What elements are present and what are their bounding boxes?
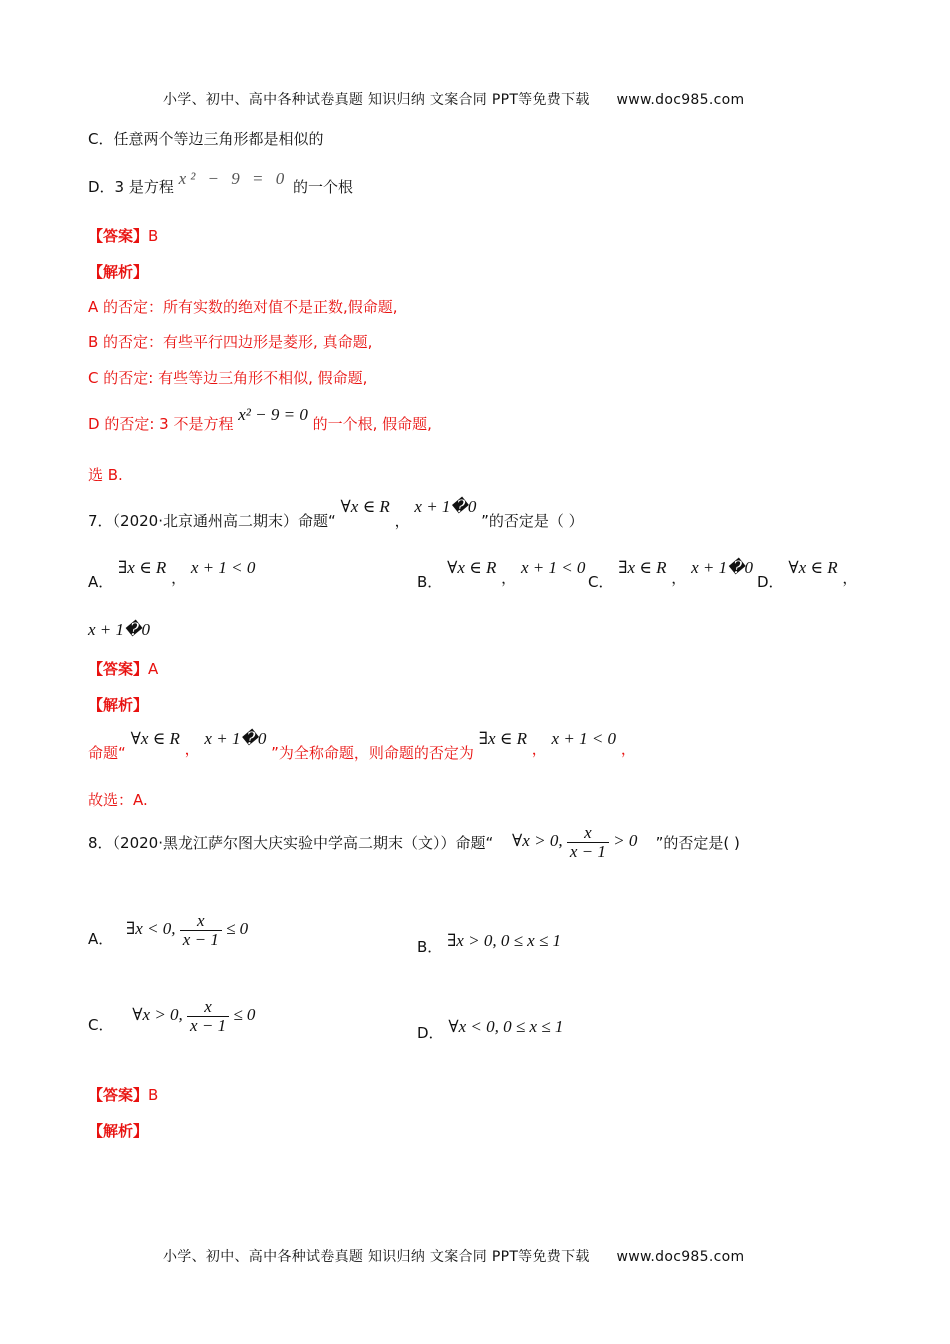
- q6-line-d-prefix: D 的否定: 3 不是方程: [88, 415, 234, 433]
- q8-analysis-label: 【解析】: [88, 1122, 149, 1140]
- q8-option-d: [417, 1016, 564, 1042]
- q7-option-a-math2: x + 1 < 0: [190, 558, 256, 577]
- q8-option-c-label: C．: [88, 1016, 114, 1034]
- q7-option-d-comma: ，: [842, 569, 858, 587]
- q6-analysis-line-a: A 的否定：所有实数的绝对值不是正数,假命题,: [88, 298, 398, 316]
- q7-analysis-label: 【解析】: [88, 696, 149, 714]
- q8-stem-math: [512, 823, 642, 861]
- q7-option-c-label: C．: [588, 573, 614, 591]
- q7-option-b-math1: ∀x ∈ R: [447, 558, 497, 577]
- header-url[interactable]: www.doc985.com: [616, 92, 745, 108]
- q7-analysis-math1: ∀x ∈ R: [130, 729, 180, 748]
- q7-analysis-math4: x + 1 < 0: [551, 729, 617, 748]
- q7-option-a-comma: ，: [171, 569, 187, 587]
- q8-stem-numerator: x: [567, 824, 609, 843]
- q8-option-d-label: D．: [417, 1024, 444, 1042]
- q6-analysis-label: 【解析】: [88, 263, 149, 281]
- q7-analysis-math2: x + 1�0: [204, 729, 267, 748]
- q8-option-c-numerator: x: [187, 998, 229, 1017]
- q7-option-d: [757, 557, 858, 591]
- q7-option-d-math1: ∀x ∈ R: [788, 558, 838, 577]
- q6-analysis-line-b: B 的否定：有些平行四边形是菱形, 真命题,: [88, 333, 373, 351]
- q8-option-a: [88, 912, 248, 949]
- q7-option-b-comma: ，: [501, 569, 517, 587]
- q8-stem-tail: > 0: [613, 831, 638, 851]
- header-text: 小学、初中、高中各种试卷真题 知识归纳 文案合同 PPT等免费下载: [163, 92, 590, 108]
- q6-option-d-prefix: D．3 是方程: [88, 178, 174, 196]
- q8-option-c-denominator: x − 1: [190, 1016, 227, 1035]
- q7-option-b-label: B．: [417, 573, 443, 591]
- q7-stem-math2: x + 1�0: [414, 497, 477, 516]
- q8-answer-value: B: [148, 1086, 159, 1104]
- q7-stem: [88, 496, 584, 530]
- q7-analysis-comma2: ，: [531, 740, 547, 758]
- q7-option-a-math1: ∃x ∈ R: [118, 558, 167, 577]
- q6-option-d-suffix: 的一个根: [293, 178, 354, 196]
- q8-option-a-numerator: x: [180, 912, 222, 931]
- q7-analysis-line: [88, 728, 636, 762]
- q7-stem-math1: ∀x ∈ R: [340, 497, 390, 516]
- q6-line-d-equation: x² − 9 = 0: [238, 405, 308, 424]
- q8-option-b-label: B．: [417, 938, 443, 956]
- q6-option-d-equation: x² − 9 = 0: [178, 169, 289, 188]
- q7-conclusion: 故选：A.: [88, 791, 148, 809]
- q8-stem-denominator: x − 1: [569, 842, 606, 861]
- q6-answer-value: B: [148, 227, 159, 245]
- q7-analysis-prefix: 命题“: [88, 744, 126, 762]
- q7-option-a-label: A．: [88, 573, 114, 591]
- q6-answer-label: 【答案】: [88, 227, 149, 245]
- page-footer: [163, 1246, 744, 1266]
- q7-analysis-mid: ”为全称命题，则命题的否定为: [271, 744, 474, 762]
- q6-analysis-line-c: C 的否定: 有些等边三角形不相似, 假命题,: [88, 369, 368, 387]
- q8-stem-lead: ∀x > 0,: [512, 831, 563, 851]
- q8-option-c-lead: ∀x > 0,: [132, 1005, 183, 1025]
- q8-option-a-math: [126, 911, 249, 949]
- q7-option-b: [417, 557, 586, 591]
- q6-analysis-line-d: [88, 404, 432, 433]
- q8-stem-fraction: [567, 824, 609, 861]
- q8-option-a-tail: ≤ 0: [226, 919, 249, 939]
- q8-option-a-lead: ∃x < 0,: [126, 919, 176, 939]
- q7-option-b-math2: x + 1 < 0: [520, 558, 586, 577]
- q8-answer-label: 【答案】: [88, 1086, 149, 1104]
- q7-option-c-math1: ∃x ∈ R: [618, 558, 667, 577]
- q8-option-c-fraction: [187, 998, 229, 1035]
- q7-option-c: [588, 557, 754, 591]
- q7-stem-comma: ，: [394, 512, 410, 530]
- q6-answer: [88, 225, 158, 246]
- q6-line-d-suffix: 的一个根, 假命题,: [312, 415, 432, 433]
- q8-answer: [88, 1084, 158, 1105]
- q7-answer-label: 【答案】: [88, 660, 149, 678]
- q7-option-d-math2: x + 1�0: [88, 620, 150, 639]
- q7-option-a: [88, 557, 256, 591]
- q8-stem: [88, 824, 740, 861]
- q7-option-c-math2: x + 1�0: [691, 558, 754, 577]
- q8-option-d-math: ∀x < 0, 0 ≤ x ≤ 1: [448, 1017, 564, 1036]
- q8-option-c-math: [132, 997, 256, 1035]
- q8-option-a-fraction: [180, 912, 222, 949]
- q8-option-c: [88, 998, 255, 1035]
- q7-analysis-math3: ∃x ∈ R: [478, 729, 527, 748]
- q8-stem-prefix: 8．（2020·黑龙江萨尔图大庆实验中学高二期末（文））命题“: [88, 834, 494, 852]
- q7-option-d-label: D．: [757, 573, 784, 591]
- footer-text: 小学、初中、高中各种试卷真题 知识归纳 文案合同 PPT等免费下载: [163, 1249, 590, 1265]
- q7-stem-prefix: 7．（2020·北京通州高二期末）命题“: [88, 512, 336, 530]
- q6-option-d: [88, 168, 354, 196]
- q7-analysis-comma3: ，: [620, 740, 636, 758]
- q8-option-c-tail: ≤ 0: [233, 1005, 256, 1025]
- q8-option-a-label: A．: [88, 930, 114, 948]
- q7-option-c-comma: ，: [671, 569, 687, 587]
- q8-option-b-math: ∃x > 0, 0 ≤ x ≤ 1: [447, 931, 562, 950]
- q7-analysis-comma1: ，: [184, 740, 200, 758]
- q8-stem-suffix: ”的否定是( ): [655, 834, 740, 852]
- footer-url[interactable]: www.doc985.com: [616, 1249, 745, 1265]
- page-header: [163, 89, 744, 109]
- q7-answer-value: A: [148, 660, 159, 678]
- q8-option-b: [417, 930, 562, 956]
- q8-option-a-denominator: x − 1: [182, 930, 219, 949]
- q6-option-c: C．任意两个等边三角形都是相似的: [88, 130, 324, 148]
- q7-answer: [88, 658, 158, 679]
- q6-conclusion: 选 B.: [88, 466, 123, 484]
- q7-stem-suffix: ”的否定是（ ）: [481, 512, 584, 530]
